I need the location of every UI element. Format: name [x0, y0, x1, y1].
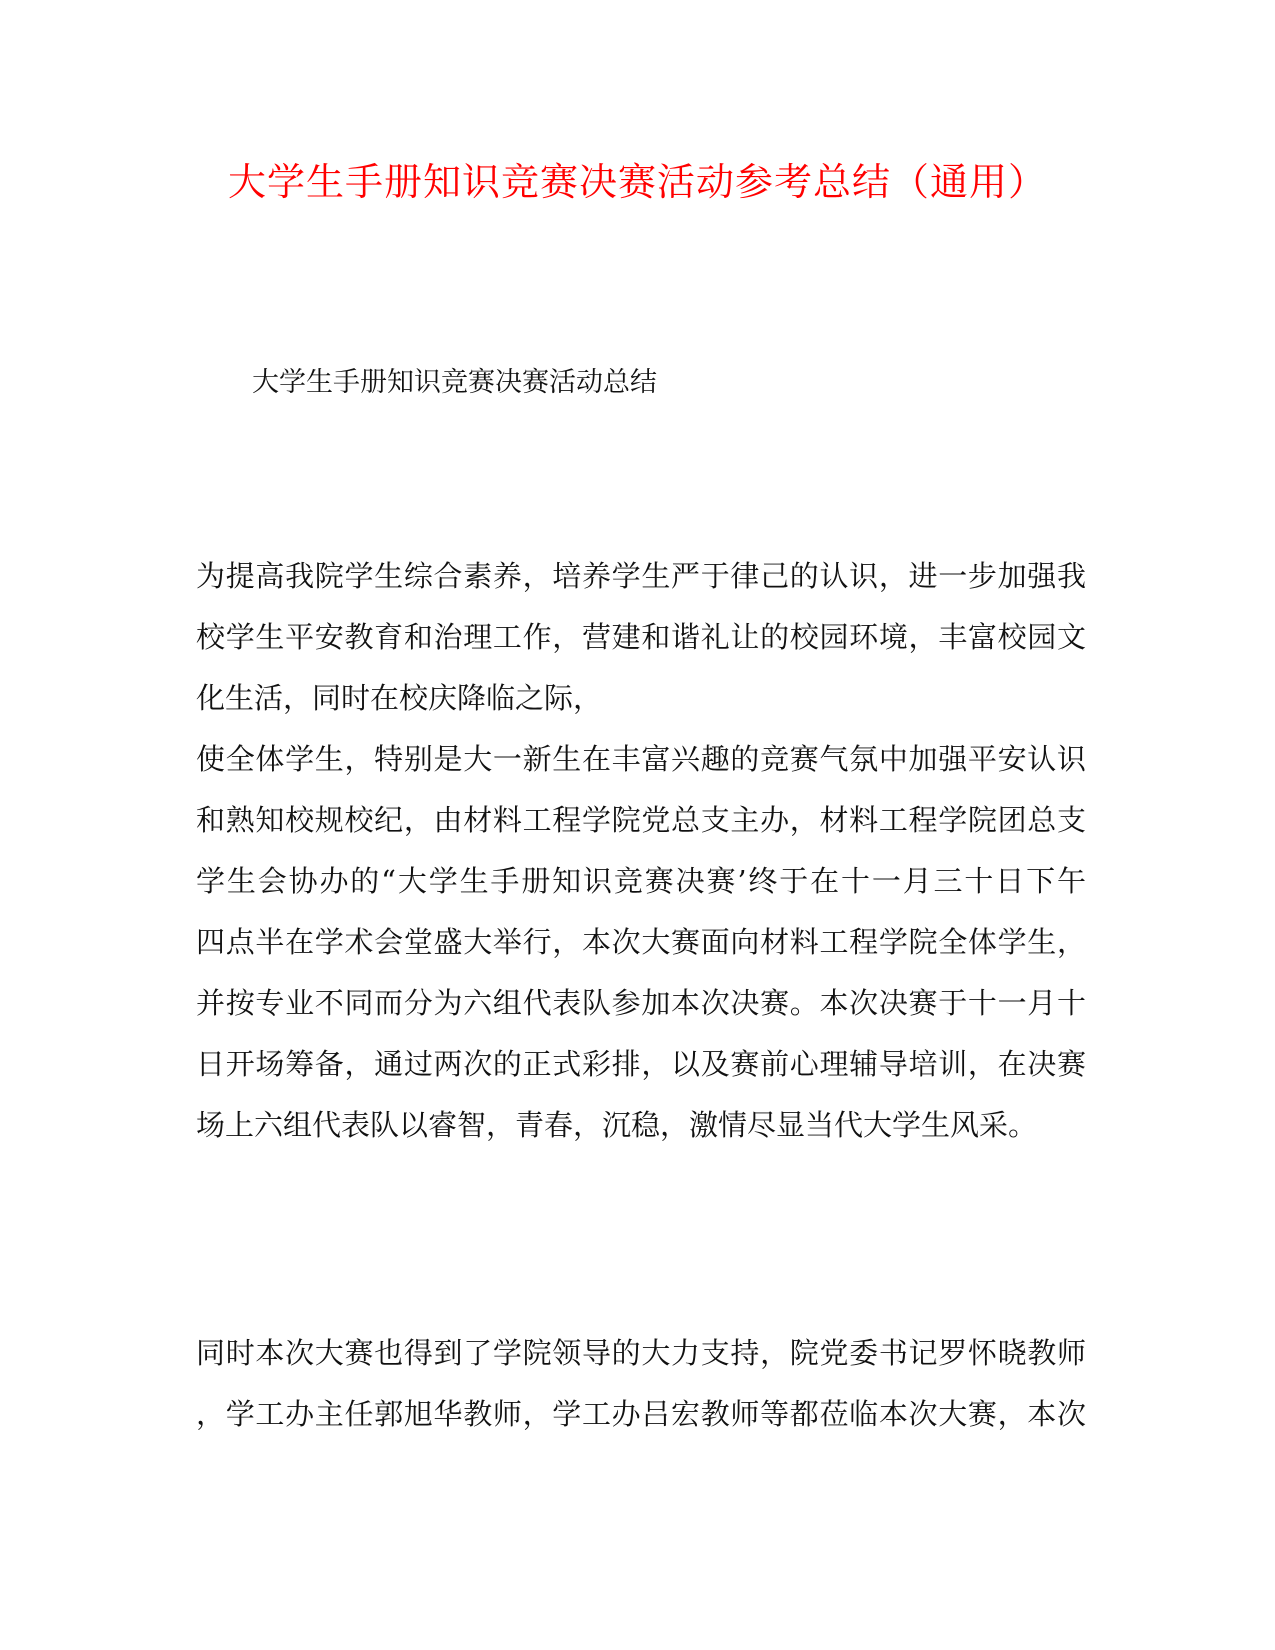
paragraph-line: 日开场筹备，通过两次的正式彩排，以及赛前心理辅导培训，在决赛 — [196, 1047, 1086, 1081]
paragraph-line: 为提高我院学生综合素养，培养学生严于律己的认识，进一步加强我 — [196, 559, 1086, 593]
document-subtitle: 大学生手册知识竞赛决赛活动总结 — [252, 367, 657, 398]
paragraph-line: 和熟知校规校纪，由材料工程学院党总支主办，材料工程学院团总支 — [196, 803, 1086, 837]
paragraph-1 — [196, 546, 1086, 1156]
paragraph-line: 并按专业不同而分为六组代表队参加本次决赛。本次决赛于十一月十 — [196, 986, 1086, 1020]
paragraph-line: 校学生平安教育和治理工作，营建和谐礼让的校园环境，丰富校园文 — [196, 620, 1086, 654]
paragraph-line: ，学工办主任郭旭华教师，学工办吕宏教师等都莅临本次大赛，本次 — [196, 1397, 1086, 1431]
document-title: 大学生手册知识竞赛决赛活动参考总结（通用） — [227, 160, 1047, 204]
paragraph-line: 学生会协办的“大学生手册知识竞赛决赛’终于在十一月三十日下午 — [196, 864, 1086, 898]
paragraph-line: 四点半在学术会堂盛大举行，本次大赛面向材料工程学院全体学生， — [196, 925, 1086, 959]
paragraph-line: 使全体学生，特别是大一新生在丰富兴趣的竞赛气氛中加强平安认识 — [196, 742, 1086, 776]
paragraph-line: 同时本次大赛也得到了学院领导的大力支持，院党委书记罗怀晓教师 — [196, 1336, 1086, 1370]
paragraph-2 — [196, 1323, 1086, 1445]
paragraph-line: 场上六组代表队以睿智，青春，沉稳，激情尽显当代大学生风采。 — [196, 1108, 1038, 1142]
paragraph-line: 化生活，同时在校庆降临之际， — [196, 681, 603, 715]
